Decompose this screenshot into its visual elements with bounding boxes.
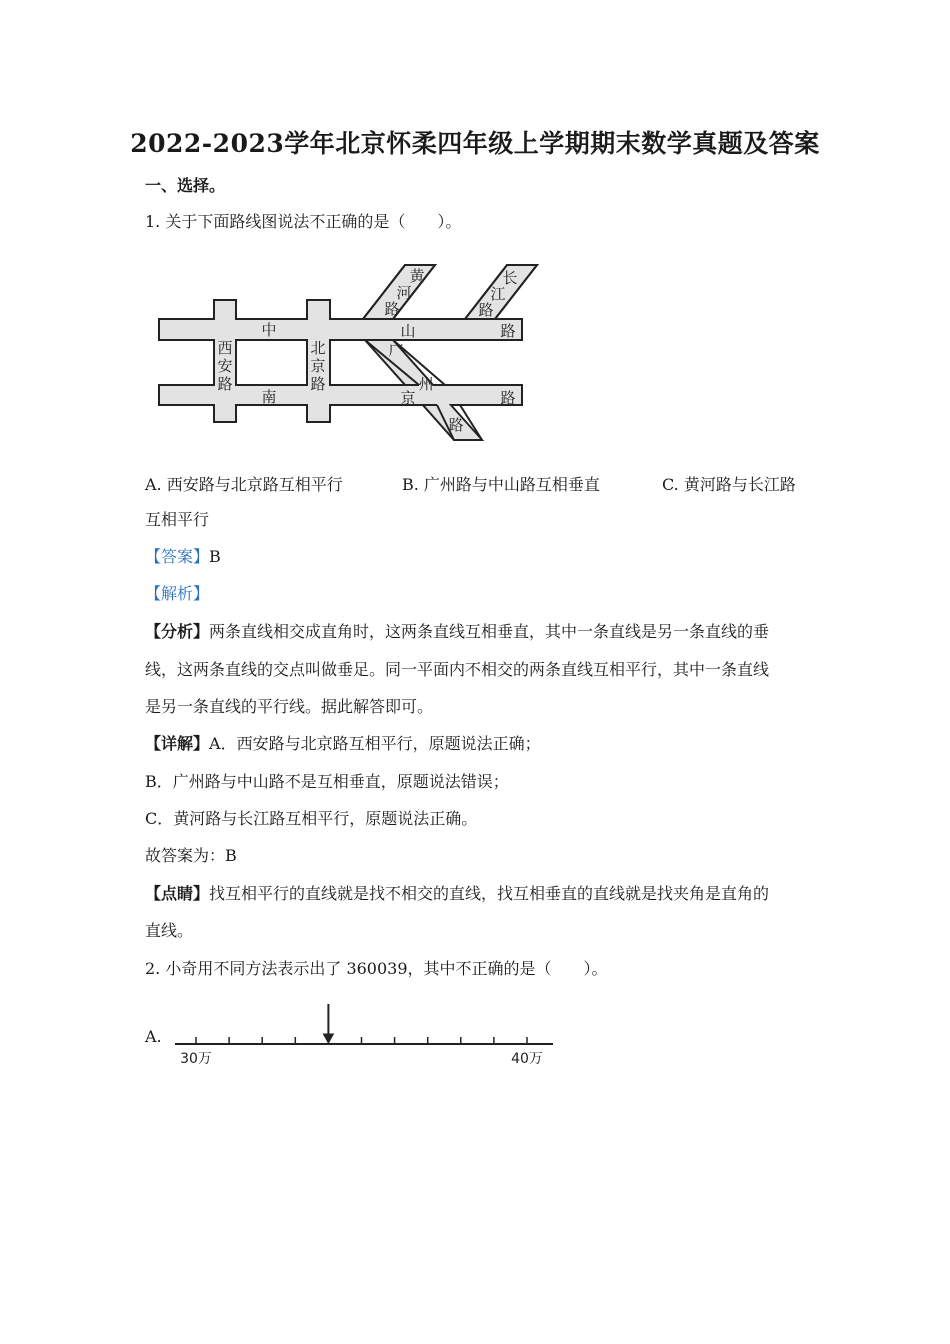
number-line-end-label: 40万 xyxy=(511,1051,543,1067)
xiangjie-line-b: B．广州路与中山路不是互相垂直，原题说法错误； xyxy=(145,772,509,791)
analysis-tag: 【解析】 xyxy=(145,584,210,603)
xiangjie-tag: 【详解】 xyxy=(145,734,210,753)
label-changjiang-1: 长 xyxy=(502,269,518,287)
label-nanjing-3: 路 xyxy=(500,389,516,407)
conclusion-line: 故答案为：B xyxy=(145,846,237,865)
label-huanghe-2: 河 xyxy=(396,284,412,302)
label-xian-3: 路 xyxy=(217,375,233,393)
xiangjie-line-a xyxy=(145,734,541,754)
label-guangzhou-1: 广 xyxy=(388,341,404,359)
answer-tag: 【答案】 xyxy=(145,547,210,566)
question-2-stem: 2. 小奇用不同方法表示出了 360039，其中不正确的是（ ）。 xyxy=(145,959,608,978)
label-changjiang-3: 路 xyxy=(478,301,494,319)
number-line-arrow xyxy=(323,1004,333,1043)
answer-value: B xyxy=(209,547,221,566)
page-title: 2022-2023学年北京怀柔四年级上学期期末数学真题及答案 xyxy=(130,129,820,158)
xiangjie-line-c: C．黄河路与长江路互相平行，原题说法正确。 xyxy=(145,809,478,828)
number-line-start-label: 30万 xyxy=(180,1051,212,1067)
label-guangzhou-3: 路 xyxy=(448,416,464,434)
dianjing-line-1 xyxy=(145,884,769,904)
label-changjiang-2: 江 xyxy=(490,285,506,303)
dianjing-tag: 【点睛】 xyxy=(145,884,210,903)
label-nanjing-2: 京 xyxy=(400,389,416,407)
fenxi-line-1 xyxy=(145,622,769,642)
label-beijing-3: 路 xyxy=(310,375,326,393)
fenxi-line-3: 是另一条直线的平行线。据此解答即可。 xyxy=(145,697,434,716)
answer-line xyxy=(145,547,221,567)
label-beijing-1: 北 xyxy=(310,339,326,357)
label-huanghe-3: 路 xyxy=(384,300,400,318)
q1-option-b: B. 广州路与中山路互相垂直 xyxy=(402,475,600,494)
question-1-stem: 1. 关于下面路线图说法不正确的是（ ）。 xyxy=(145,212,462,231)
fenxi-tag: 【分析】 xyxy=(145,622,210,641)
label-beijing-2: 京 xyxy=(310,357,326,375)
label-zhongshan-3: 路 xyxy=(500,322,516,340)
q1-option-c: C. 黄河路与长江路 xyxy=(662,475,796,494)
label-nanjing-1: 南 xyxy=(261,388,277,406)
dianjing-line-2: 直线。 xyxy=(145,921,194,940)
q1-option-c-continued: 互相平行 xyxy=(145,510,210,529)
label-xian-1: 西 xyxy=(217,339,233,357)
label-zhongshan-1: 中 xyxy=(261,321,277,339)
q1-option-a: A. 西安路与北京路互相平行 xyxy=(145,475,343,494)
label-zhongshan-2: 山 xyxy=(400,322,416,340)
route-map-diagram xyxy=(150,258,550,448)
q2-option-a-label: A. xyxy=(145,1027,162,1046)
label-huanghe-1: 黄 xyxy=(409,267,425,285)
label-guangzhou-2: 州 xyxy=(418,375,434,393)
dianjing-text-1: 找互相平行的直线就是找不相交的直线，找互相垂直的直线就是找夹角是直角的 xyxy=(209,884,770,903)
number-line xyxy=(170,1000,570,1075)
fenxi-line-2: 线，这两条直线的交点叫做垂足。同一平面内不相交的两条直线互相平行，其中一条直线 xyxy=(145,660,770,679)
xiangjie-text-a: A．西安路与北京路互相平行，原题说法正确； xyxy=(209,734,541,753)
label-xian-2: 安 xyxy=(217,357,233,375)
fenxi-text-1: 两条直线相交成直角时，这两条直线互相垂直，其中一条直线是另一条直线的垂 xyxy=(209,622,770,641)
number-line-arrow-head xyxy=(323,1034,333,1043)
section-heading: 一、选择。 xyxy=(145,176,226,195)
